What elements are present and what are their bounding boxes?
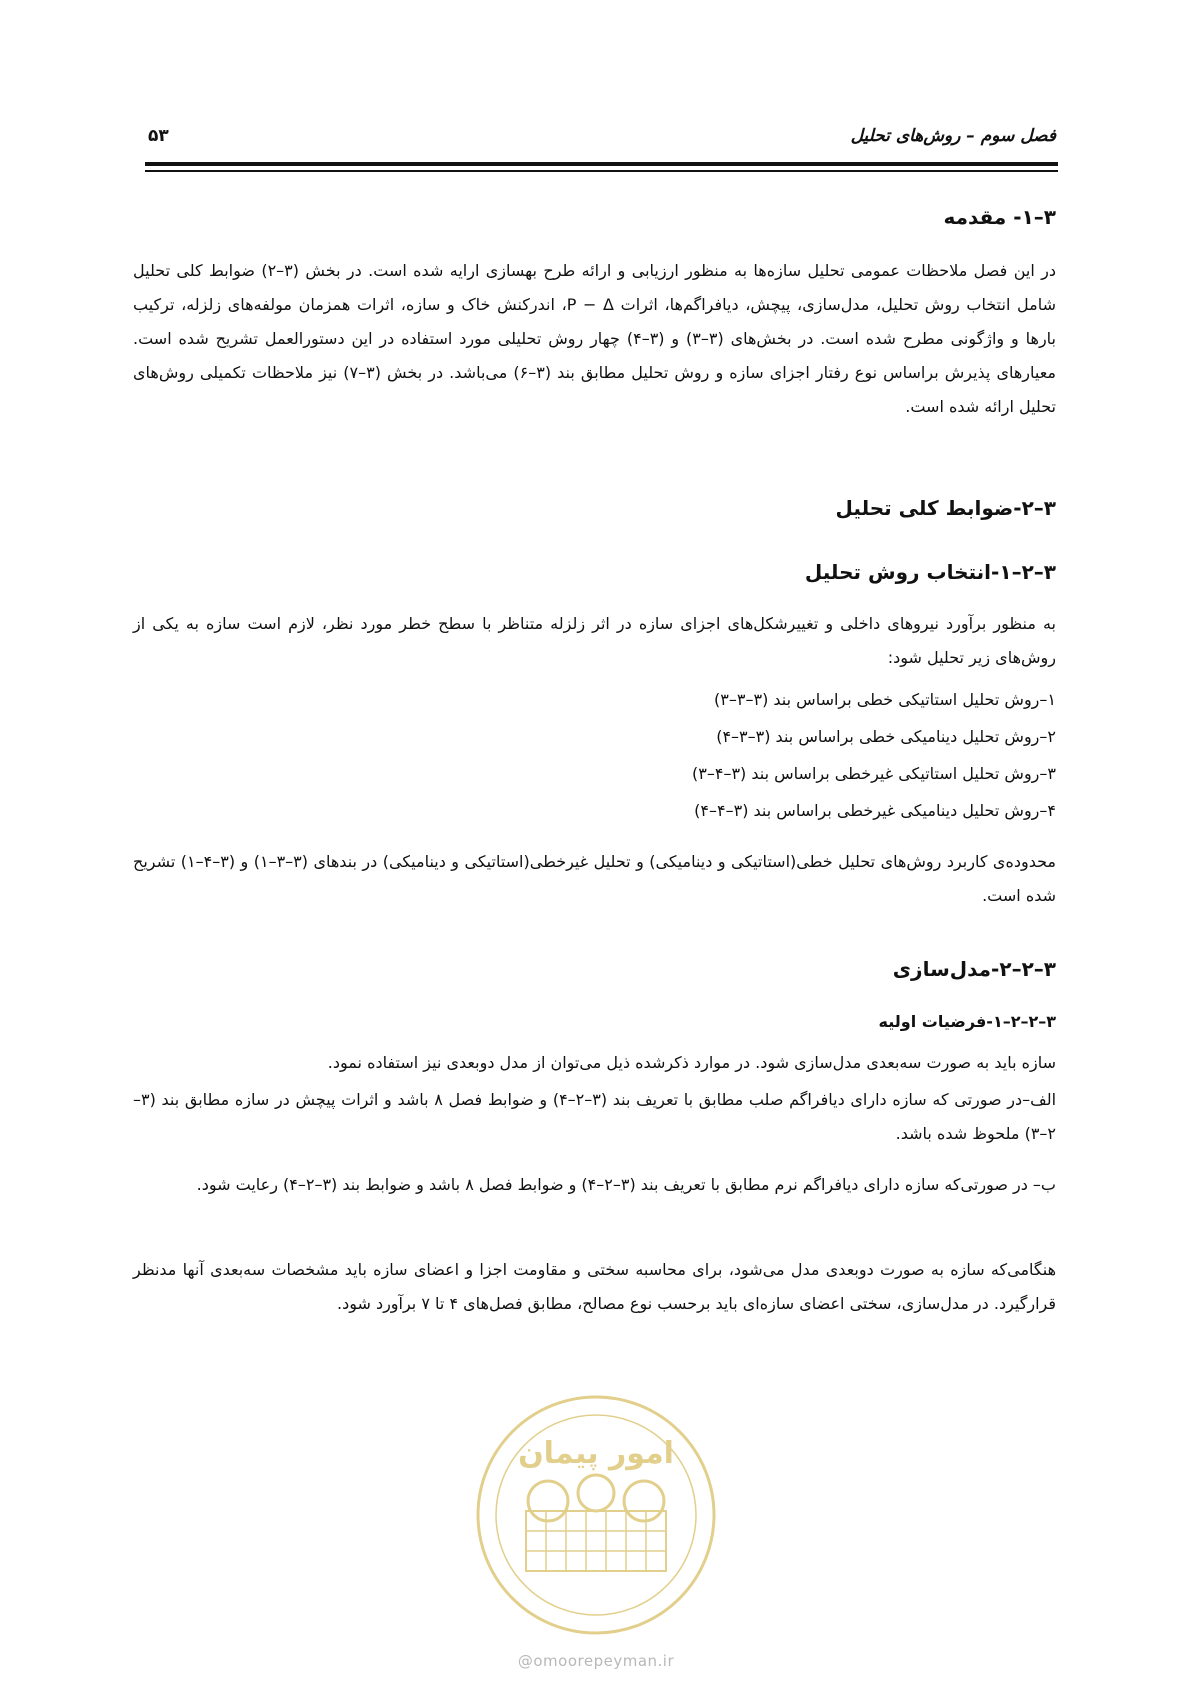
header-rule-thick (145, 162, 1058, 166)
scope-paragraph: محدوده‌ی کاربرد روش‌های تحلیل خطی(استاتیکی و دینامیکی) و تحلیل غیرخطی(استاتیکی و دینامیکی) در بندهای (۳–۳–۱) و (۳–۴–۱) تشریح شده است. (133, 852, 1056, 905)
list-item: ۳–روش تحلیل استاتیکی غیرخطی براساس بند (۳–۴–۳) (692, 764, 1056, 783)
intro-paragraph: در این فصل ملاحظات عمومی تحلیل سازه‌ها به منظور ارزیابی و ارائه طرح بهسازی ارایه شده است. در بخش (۳–۲) ضوابط کلی تحلیل شامل انتخاب روش تحلیل، مدل‌سازی، پیچش، دیافراگم‌ها، اثرات P − Δ، اندرکنش خاک و سازه، اثرات همزمان مولفه‌های زلزله، ترکیب بارها و واژگونی مطرح شده است. در بخش‌های (۳–۳) و (۳–۴) چهار روش تحلیلی مورد استفاده در این دستورالعمل تشریح شده است. معیارهای پذیرش براساس نوع رفتار اجزای سازه و روش تحلیل مطابق بند (۳–۶) می‌باشد. در بخش (۳–۷) نیز ملاحظات تکمیلی روش‌های تحلیل ارائه شده است. (133, 261, 1057, 416)
modeling-paragraph-4: هنگامی‌که سازه به صورت دوبعدی مدل می‌شود، برای محاسبه سختی و مقاومت اجزا و اعضای سازه باید مشخصات سه‌بعدی آنها مدنظر قرارگیرد. در مدل‌سازی، سختی اعضای سازه‌ای باید برحسب نوع مصالح، مطابق فصل‌های ۴ تا ۷ برآورد شود. (133, 1260, 1056, 1313)
modeling-paragraph-3: ب– در صورتی‌که سازه دارای دیافراگم نرم مطابق با تعریف بند (۳–۲–۴) و ضوابط فصل ۸ باشد و ضوابط بند (۳–۲–۴) رعایت شود. (196, 1175, 1056, 1194)
list-item: ۲–روش تحلیل دینامیکی خطی براساس بند (۳–۳–۴) (716, 727, 1056, 746)
modeling-paragraph-1: سازه باید به صورت سه‌بعدی مدل‌سازی شود. در موارد ذکرشده ذیل می‌توان از مدل دوبعدی نیز استفاده نمود. (327, 1053, 1056, 1072)
watermark-logo-text: امور پیمان (518, 1436, 674, 1471)
analysis-intro-paragraph: به منظور برآورد نیروهای داخلی و تغییرشکل‌های اجزای سازه در اثر زلزله متناظر با سطح خطر مورد نظر، لازم است سازه به یکی از روش‌های زیر تحلیل شود: (133, 614, 1056, 667)
page-number: ۵۳ (148, 126, 169, 146)
running-header-title: فصل سوم – روش‌های تحلیل (850, 126, 1056, 146)
list-item: ۴–روش تحلیل دینامیکی غیرخطی براساس بند (۳–۴–۴) (694, 801, 1056, 820)
heading-3-2: ۳–۲-ضوابط کلی تحلیل (835, 496, 1056, 520)
heading-3-2-1: ۳–۲–۱-انتخاب روش تحلیل (804, 560, 1056, 584)
header-rule-thin (145, 170, 1058, 172)
modeling-paragraph-2: الف–در صورتی که سازه دارای دیافراگم صلب مطابق با تعریف بند (۳–۲–۴) و ضوابط فصل ۸ باشد و اثرات پیچش در سازه مطابق بند (۳–۲–۳) ملحوظ شده باشد. (133, 1090, 1057, 1143)
watermark-logo (474, 1393, 719, 1638)
heading-3-2-2-1: ۳–۲–۲–۱-فرضیات اولیه (878, 1012, 1056, 1031)
list-item: ۱–روش تحلیل استاتیکی خطی براساس بند (۳–۳–۳) (714, 690, 1056, 709)
watermark-url: @omoorepeyman.ir (517, 1652, 675, 1670)
heading-3-1: ۳–۱- مقدمه (943, 205, 1056, 229)
heading-3-2-2: ۳–۲–۲-مدل‌سازی (892, 957, 1056, 981)
